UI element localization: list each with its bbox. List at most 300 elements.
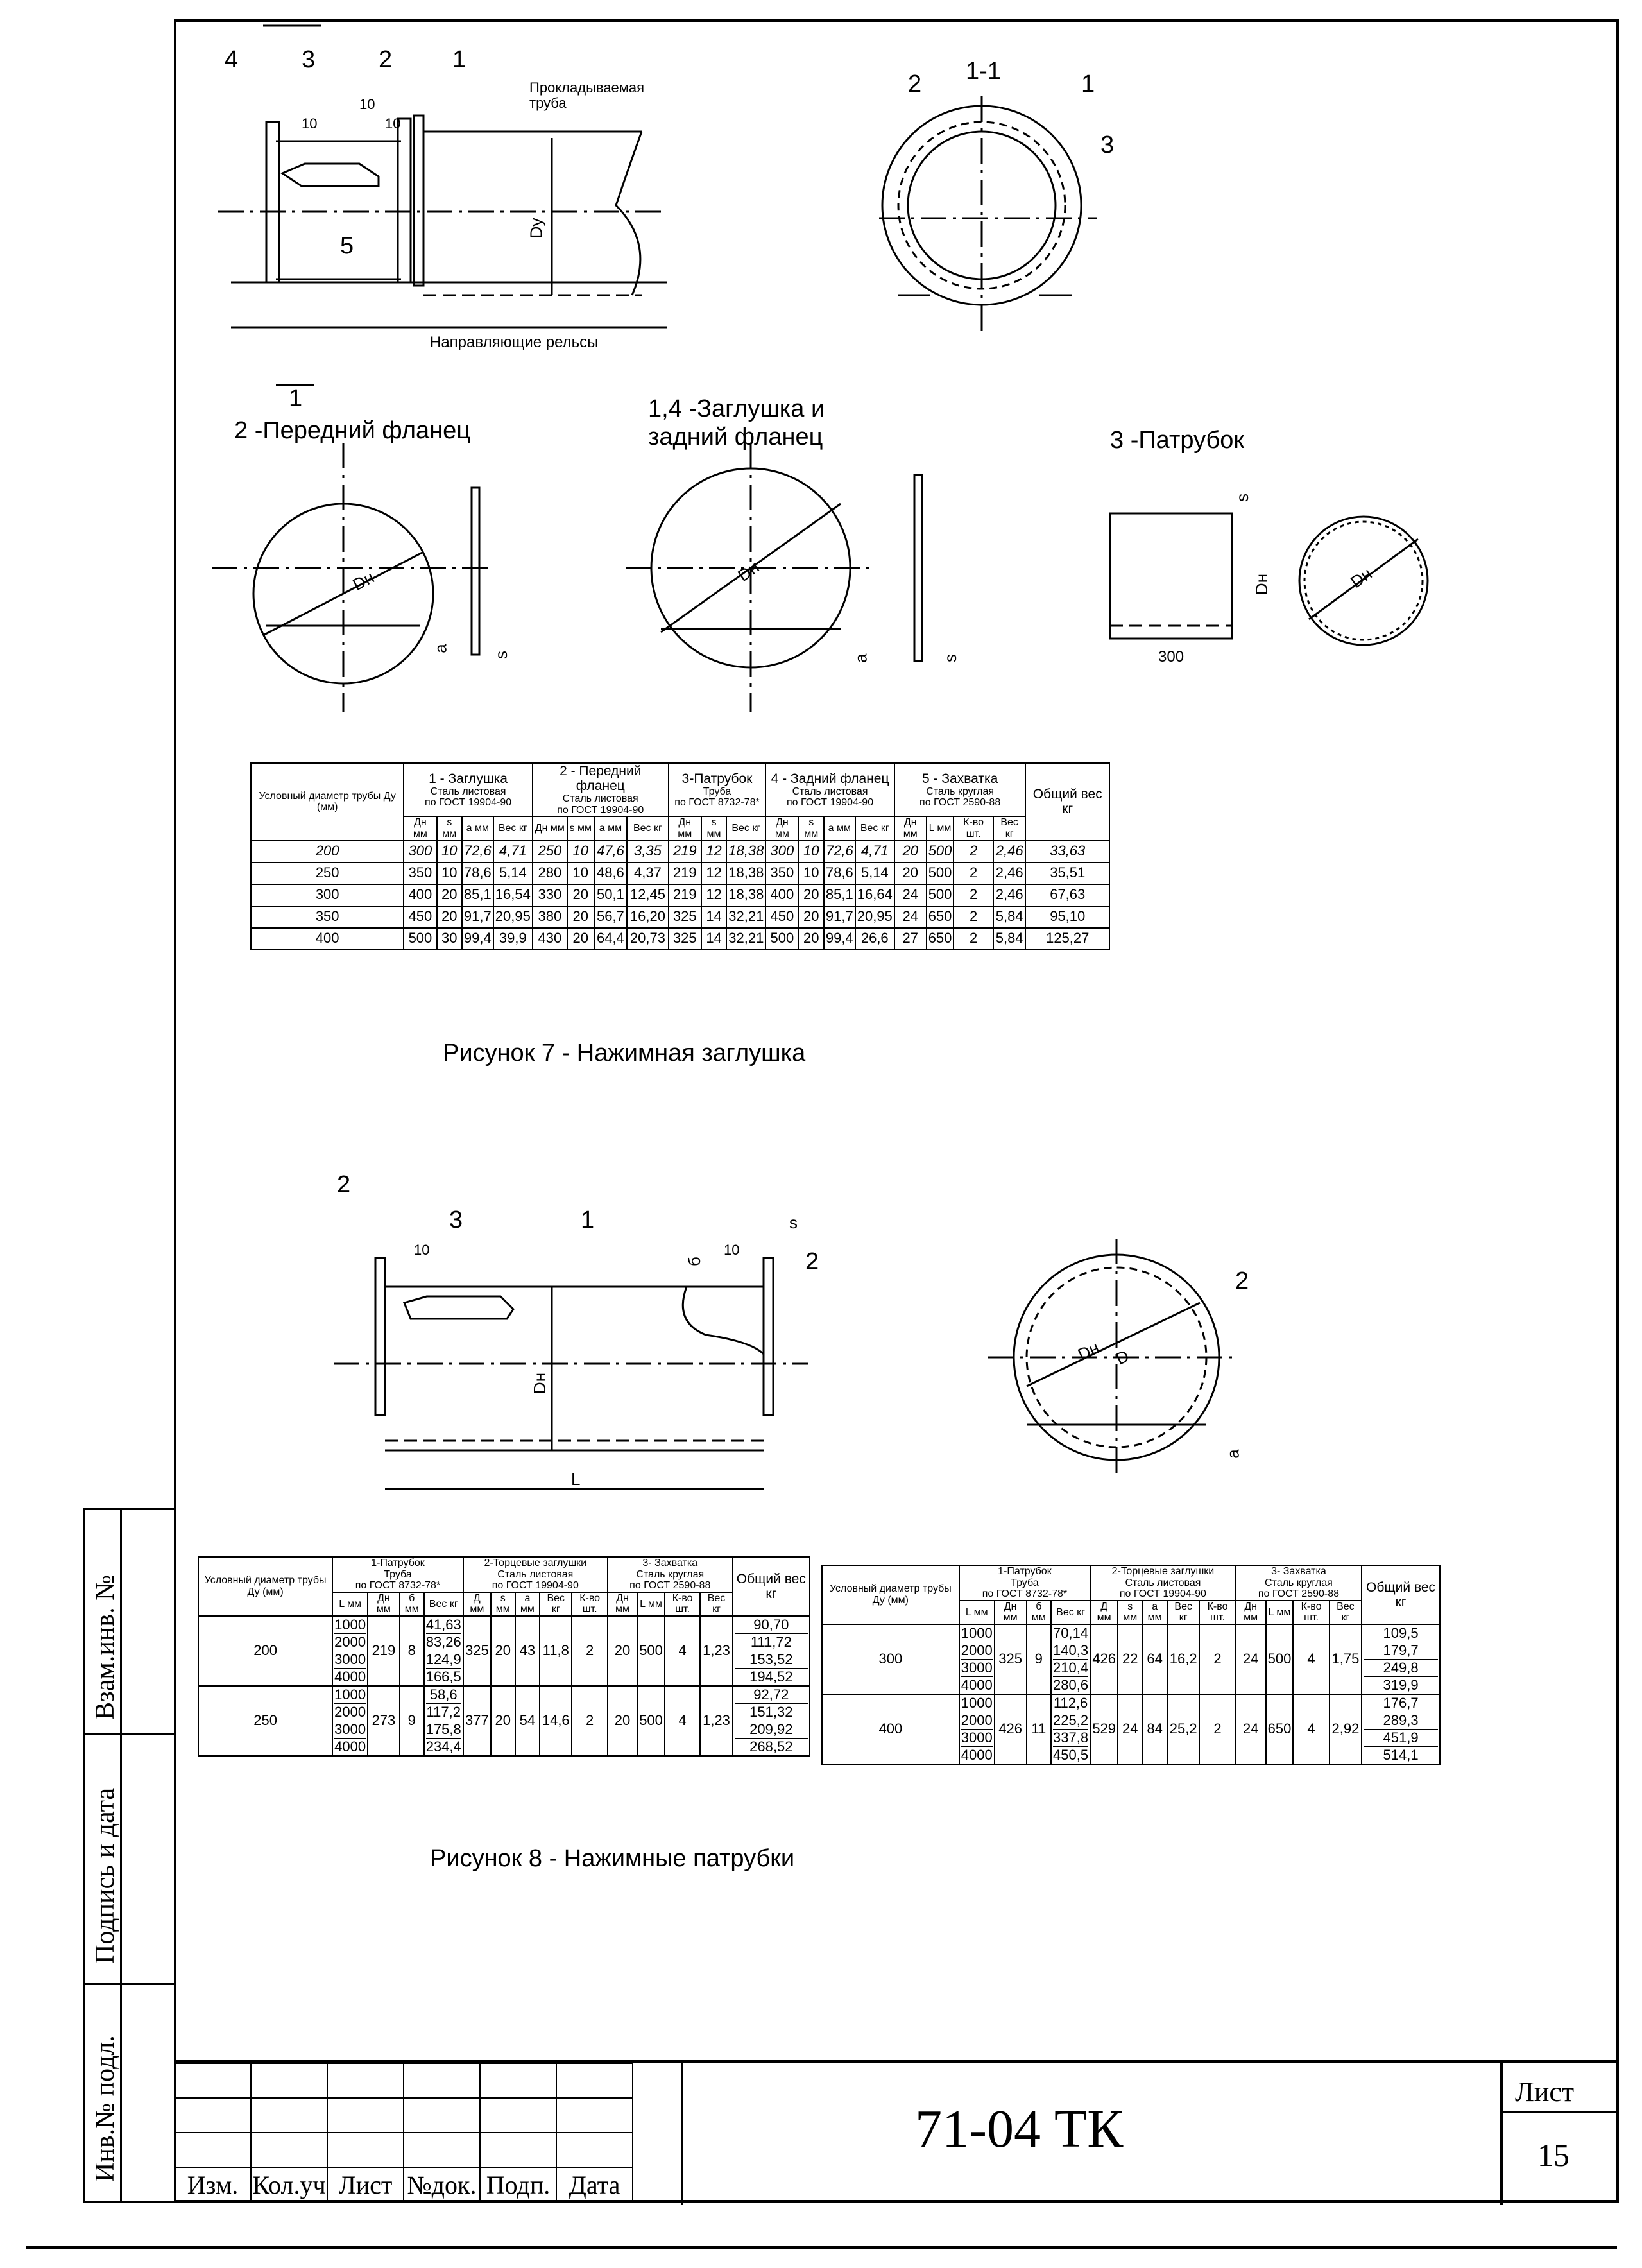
table-cell: 280: [533, 863, 567, 884]
total-cell: [733, 1616, 810, 1686]
table-cell: 18,38: [726, 884, 765, 906]
group-header: [1236, 1565, 1362, 1601]
column-header: L мм: [959, 1601, 995, 1624]
table-cell: 500: [927, 884, 954, 906]
column-header: К-во шт.: [954, 816, 993, 840]
cell-stack: [334, 1617, 366, 1685]
total-cell: [733, 1686, 810, 1756]
table-cell: 32,21: [726, 928, 765, 950]
column-header: Вес кг: [493, 816, 533, 840]
cell-stack: [961, 1695, 993, 1764]
table-cell: 5,14: [493, 863, 533, 884]
inv-label: Инв.№ подл.: [90, 2035, 120, 2182]
stack-value: 140,3: [1053, 1642, 1089, 1658]
group-title: 3-Патрубок: [681, 771, 753, 786]
group-title: 2-Торцевые заглушки: [1111, 1566, 1215, 1577]
callout-4: 4: [225, 46, 239, 73]
fig7-table: [250, 762, 1110, 950]
table-cell: 10: [437, 841, 462, 863]
table-cell: 4: [1293, 1694, 1329, 1764]
header-row: [822, 1565, 1440, 1601]
dy-label: Dy: [526, 218, 546, 239]
table-cell: 426: [995, 1694, 1027, 1764]
table-cell: 219: [368, 1616, 400, 1686]
stack-value: 3000: [961, 1729, 993, 1746]
stamp-cell: [327, 2098, 404, 2133]
table-cell: 2: [954, 841, 993, 863]
table-cell: 16,54: [493, 884, 533, 906]
table-cell: 99,4: [462, 928, 493, 950]
table-cell: 10: [567, 863, 594, 884]
table-cell: 250: [198, 1686, 332, 1756]
group-gost: по ГОСТ 19904-90: [492, 1580, 579, 1592]
weight-cell: [1051, 1624, 1090, 1694]
L-label: L: [571, 1470, 581, 1489]
table-cell: 30: [437, 928, 462, 950]
group-title: 5 - Захватка: [921, 771, 998, 786]
group-header: [959, 1565, 1090, 1601]
table-cell: 47,6: [594, 841, 628, 863]
stack-value: 90,70: [735, 1617, 808, 1634]
stack-value: 4000: [334, 1738, 366, 1755]
column-header: К-во шт.: [1293, 1601, 1329, 1624]
cell-stack: [1364, 1695, 1438, 1764]
header-cond: [251, 763, 404, 841]
stack-value: 4000: [961, 1676, 993, 1693]
header-total: Общий вес кг: [733, 1557, 810, 1616]
stack-value: 209,92: [735, 1721, 808, 1739]
table-row: [198, 1686, 810, 1756]
table-cell: 95,10: [1025, 906, 1109, 928]
callout-1: 1: [452, 46, 466, 73]
table-cell: 2: [954, 863, 993, 884]
column-header: s мм: [701, 816, 726, 840]
sheet-number: 15: [1537, 2137, 1569, 2173]
column-header: L мм: [332, 1592, 368, 1616]
stack-value: 176,7: [1364, 1695, 1438, 1712]
a-label: a: [851, 653, 871, 663]
stack-value: 124,9: [425, 1651, 461, 1667]
table-cell: 20,95: [493, 906, 533, 928]
column-header: Дн мм: [894, 816, 927, 840]
stamp-col-kolvo: Кол.уч: [251, 2167, 327, 2202]
table-cell: 400: [822, 1694, 959, 1764]
group-sub: Труба: [384, 1568, 412, 1580]
table-cell: 5,84: [993, 928, 1026, 950]
sec-callout-2: 2: [908, 71, 922, 98]
a-label: a: [431, 644, 450, 653]
column-header: б мм: [400, 1592, 424, 1616]
group-gost: по ГОСТ 8732-78*: [674, 797, 760, 809]
fig8-table-right: [821, 1565, 1441, 1765]
table-cell: 11,8: [540, 1616, 572, 1686]
callout-2: 2: [379, 46, 393, 73]
column-header: a мм: [515, 1592, 540, 1616]
table-cell: 377: [463, 1686, 491, 1756]
table-cell: 5,14: [855, 863, 894, 884]
table-cell: 5,84: [993, 906, 1026, 928]
table-cell: 400: [765, 884, 798, 906]
table-cell: 450: [404, 906, 436, 928]
stack-value: 2000: [961, 1642, 993, 1658]
table-cell: 9: [1027, 1624, 1052, 1694]
group-sub: Сталь круглая: [1264, 1577, 1333, 1588]
group-header: [894, 763, 1026, 816]
a-label: a: [1223, 1449, 1243, 1459]
group-gost: по ГОСТ 2590-88: [919, 797, 1001, 809]
group-sub: Сталь круглая: [926, 786, 995, 797]
callout-3: 3: [302, 46, 316, 73]
table-cell: 14: [701, 928, 726, 950]
table-cell: 20: [798, 928, 823, 950]
s-label: s: [492, 651, 511, 659]
table-cell: 350: [251, 906, 404, 928]
stamp-cell: [556, 2098, 633, 2133]
table-row: [251, 841, 1109, 863]
stack-value: 153,52: [735, 1651, 808, 1669]
fig8-callout-2b: 2: [805, 1248, 819, 1275]
table-cell: 650: [927, 928, 954, 950]
stack-value: 450,5: [1053, 1746, 1089, 1763]
len-300: 300: [1158, 648, 1184, 666]
column-header: s мм: [798, 816, 823, 840]
table-cell: 400: [251, 928, 404, 950]
table-cell: 24: [1236, 1694, 1266, 1764]
table-cell: 1,75: [1330, 1624, 1362, 1694]
table-cell: 67,63: [1025, 884, 1109, 906]
column-header: Вес кг: [855, 816, 894, 840]
group-gost: по ГОСТ 8732-78*: [355, 1580, 441, 1592]
stamp-cell: [327, 2133, 404, 2167]
table-cell: 16,64: [855, 884, 894, 906]
table-cell: 300: [404, 841, 436, 863]
group-title: 4 - Задний фланец: [771, 771, 889, 786]
table-cell: 219: [669, 884, 701, 906]
table-cell: 20: [798, 884, 823, 906]
table-cell: 350: [765, 863, 798, 884]
stamp-cell: [480, 2063, 556, 2098]
vzam-label: Взам.инв. №: [90, 1574, 120, 1720]
stack-value: 4000: [334, 1668, 366, 1685]
table-cell: 33,63: [1025, 841, 1109, 863]
table-row: [251, 928, 1109, 950]
table-cell: 20,73: [627, 928, 669, 950]
stack-value: 225,2: [1053, 1712, 1089, 1728]
stamp-cell: [556, 2063, 633, 2098]
stack-value: 2000: [334, 1633, 366, 1650]
table-cell: 18,38: [726, 841, 765, 863]
stack-value: 210,4: [1053, 1659, 1089, 1676]
table-cell: 16,2: [1167, 1624, 1199, 1694]
stack-value: 111,72: [735, 1634, 808, 1651]
column-header: Дн мм: [404, 816, 436, 840]
cell-stack: [334, 1687, 366, 1755]
column-header: Дн мм: [669, 816, 701, 840]
plug-title: 1,4 -Заглушка и задний фланец: [648, 395, 825, 451]
table-row: [251, 884, 1109, 906]
dn-label: Dн: [530, 1372, 550, 1395]
table-cell: 20: [894, 863, 927, 884]
table-cell: 99,4: [824, 928, 855, 950]
title-block: [174, 2060, 1619, 2205]
table-row: [822, 1694, 1440, 1764]
table-cell: 54: [515, 1686, 540, 1756]
group-header: [669, 763, 766, 816]
table-cell: 14,6: [540, 1686, 572, 1756]
column-header: s мм: [567, 816, 594, 840]
table-cell: 4,71: [493, 841, 533, 863]
b-label: б: [684, 1257, 704, 1266]
column-header: Вес кг: [726, 816, 765, 840]
table-cell: 2: [954, 906, 993, 928]
table-cell: 2: [1199, 1694, 1235, 1764]
laid-pipe-label: Прокладываемая труба: [529, 80, 645, 111]
column-header: a мм: [1142, 1601, 1167, 1624]
table-cell: 24: [894, 906, 927, 928]
stack-value: 514,1: [1383, 1746, 1419, 1763]
table-cell: 27: [894, 928, 927, 950]
table-row: [251, 863, 1109, 884]
group-gost: по ГОСТ 19904-90: [557, 804, 644, 816]
stack-value: 1000: [334, 1686, 366, 1703]
table-cell: 16,20: [627, 906, 669, 928]
table-cell: 20: [437, 884, 462, 906]
column-header: Д мм: [463, 1592, 491, 1616]
cell-stack: [735, 1617, 808, 1685]
column-header: Вес кг: [627, 816, 669, 840]
stamp-cell: [175, 2063, 251, 2098]
group-sub: Сталь листовая: [562, 793, 638, 805]
group-gost: по ГОСТ 2590-88: [1258, 1588, 1339, 1600]
stack-value: 4000: [961, 1746, 993, 1763]
header-total: Общий вес кг: [1362, 1565, 1440, 1624]
stack-value: 3000: [334, 1721, 366, 1737]
stack-value: 280,6: [1053, 1676, 1089, 1693]
column-header: Дн мм: [533, 816, 567, 840]
stack-value: 1000: [961, 1624, 993, 1641]
group-header: [608, 1557, 733, 1592]
table-cell: 1,23: [700, 1616, 732, 1686]
group-sub: Сталь листовая: [430, 786, 506, 797]
column-header: К-во шт.: [665, 1592, 700, 1616]
length-cell: [959, 1694, 995, 1764]
column-header: L мм: [1266, 1601, 1294, 1624]
stack-value: 166,5: [425, 1668, 461, 1685]
table-cell: 2: [572, 1616, 607, 1686]
table-cell: 12: [701, 884, 726, 906]
table-cell: 4: [665, 1616, 700, 1686]
stamp-cell: [175, 2098, 251, 2133]
table-cell: 500: [1266, 1624, 1294, 1694]
s-label: s: [789, 1213, 798, 1232]
table-cell: 200: [251, 841, 404, 863]
stack-value: 109,5: [1364, 1625, 1438, 1642]
dn-label: Dн: [1075, 1337, 1102, 1364]
cell-stack: [426, 1617, 461, 1685]
stamp-cell: [251, 2098, 327, 2133]
group-gost: по ГОСТ 8732-78*: [982, 1588, 1068, 1600]
stamp-col-data: Дата: [556, 2167, 633, 2202]
podpis-label: Подпись и дата: [90, 1787, 120, 1964]
table-cell: 400: [404, 884, 436, 906]
fig8-table-left: [198, 1556, 810, 1757]
column-header: s мм: [491, 1592, 515, 1616]
table-cell: 650: [1266, 1694, 1294, 1764]
header-row: [198, 1557, 810, 1592]
table-row: [198, 1616, 810, 1686]
stamp-divider: [1500, 2063, 1503, 2205]
stack-value: 319,9: [1383, 1676, 1419, 1693]
column-header: Дн мм: [765, 816, 798, 840]
table-cell: 380: [533, 906, 567, 928]
table-cell: 72,6: [824, 841, 855, 863]
stack-value: 41,63: [425, 1616, 461, 1633]
table-cell: 125,27: [1025, 928, 1109, 950]
table-cell: 43: [515, 1616, 540, 1686]
group-header: [1090, 1565, 1236, 1601]
table-cell: 500: [927, 841, 954, 863]
cell-stack: [1053, 1625, 1088, 1694]
fig8-callout-3: 3: [449, 1207, 463, 1233]
group-gost: по ГОСТ 19904-90: [787, 797, 874, 809]
column-header: Вес кг: [1167, 1601, 1199, 1624]
table-cell: 12: [701, 841, 726, 863]
stack-value: 1000: [334, 1616, 366, 1633]
stack-value: 175,8: [425, 1721, 461, 1737]
table-cell: 10: [437, 863, 462, 884]
stack-value: 70,14: [1053, 1624, 1089, 1641]
fig8-callout-2: 2: [337, 1171, 351, 1198]
table-cell: 24: [894, 884, 927, 906]
table-cell: 50,1: [594, 884, 628, 906]
table-cell: 10: [798, 841, 823, 863]
header-cond: Условный диаметр трубы Ду (мм): [198, 1557, 332, 1616]
stamp-cell: [480, 2098, 556, 2133]
dim-10: 10: [359, 96, 375, 112]
table-cell: 219: [669, 841, 701, 863]
table-cell: 20: [437, 906, 462, 928]
table-cell: 25,2: [1167, 1694, 1199, 1764]
stack-value: 289,3: [1364, 1712, 1438, 1730]
table-cell: 200: [198, 1616, 332, 1686]
group-header: [332, 1557, 463, 1592]
rails-label: Направляющие рельсы: [430, 334, 599, 351]
stack-value: 179,7: [1364, 1642, 1438, 1660]
table-cell: 35,51: [1025, 863, 1109, 884]
stack-value: 151,32: [735, 1704, 808, 1721]
fig8-caption: Рисунок 8 - Нажимные патрубки: [430, 1845, 795, 1872]
table-cell: 325: [463, 1616, 491, 1686]
length-cell: [332, 1616, 368, 1686]
fig8-callout-2c: 2: [1235, 1267, 1249, 1294]
group-title: 1-Патрубок: [998, 1566, 1052, 1577]
stack-value: 58,6: [426, 1687, 461, 1704]
table-cell: 350: [404, 863, 436, 884]
group-title: 2 - Передний фланец: [560, 764, 642, 794]
section-mark: 1: [289, 385, 303, 412]
table-cell: 20: [491, 1686, 515, 1756]
header-total: [1025, 763, 1109, 841]
table-cell: 4,71: [855, 841, 894, 863]
cell-stack: [961, 1625, 993, 1694]
table-cell: 325: [995, 1624, 1027, 1694]
cell-stack: [426, 1687, 461, 1755]
document-code: 71-04 ТК: [915, 2099, 1124, 2159]
cell-stack: [1364, 1625, 1438, 1694]
table-cell: 4: [1293, 1624, 1329, 1694]
front-flange-title: 2 -Передний фланец: [234, 417, 471, 444]
stamp-grid: [174, 2063, 633, 2203]
column-header: L мм: [637, 1592, 665, 1616]
table-row: [251, 906, 1109, 928]
stack-value: 92,72: [735, 1687, 808, 1704]
group-sub: Труба: [1011, 1577, 1039, 1588]
group-title: 1-Патрубок: [371, 1558, 425, 1568]
group-sub: Сталь листовая: [792, 786, 868, 797]
table-cell: 426: [1090, 1624, 1118, 1694]
part5-label: 5: [340, 232, 354, 259]
total-cell: [1362, 1624, 1440, 1694]
stack-value: 451,9: [1364, 1730, 1438, 1747]
table-cell: 85,1: [824, 884, 855, 906]
stamp-col-list: Лист: [327, 2167, 404, 2202]
table-cell: 20: [608, 1616, 637, 1686]
group-title: 3- Захватка: [1271, 1566, 1326, 1577]
stamp-col-podp: Подп.: [480, 2167, 556, 2202]
d-label: D: [1113, 1346, 1133, 1369]
column-header: Вес кг: [993, 816, 1026, 840]
weight-cell: [1051, 1694, 1090, 1764]
group-sub: Сталь листовая: [1125, 1577, 1201, 1588]
table-cell: 273: [368, 1686, 400, 1756]
column-header: К-во шт.: [572, 1592, 607, 1616]
column-header: К-во шт.: [1199, 1601, 1235, 1624]
table-cell: 78,6: [462, 863, 493, 884]
table-cell: 2: [1199, 1624, 1235, 1694]
stack-value: 268,52: [749, 1738, 793, 1755]
table-cell: 24: [1236, 1624, 1266, 1694]
table-cell: 12: [701, 863, 726, 884]
group-title: 1 - Заглушка: [429, 771, 508, 786]
column-header: s мм: [1118, 1601, 1142, 1624]
table-cell: 20: [491, 1616, 515, 1686]
table-cell: 2,46: [993, 841, 1026, 863]
total-cell: [1362, 1694, 1440, 1764]
fig7-caption: Рисунок 7 - Нажимная заглушка: [443, 1040, 806, 1067]
table-cell: 500: [637, 1686, 665, 1756]
table-cell: 11: [1027, 1694, 1052, 1764]
column-header: Д мм: [1090, 1601, 1118, 1624]
stamp-col-ndok: №док.: [404, 2167, 480, 2202]
column-header: Дн мм: [608, 1592, 637, 1616]
table-cell: 529: [1090, 1694, 1118, 1764]
dim-10: 10: [724, 1242, 740, 1258]
dim-10: 10: [385, 116, 401, 132]
stamp-col-izm: Изм.: [175, 2167, 251, 2202]
stamp-cell: [251, 2133, 327, 2167]
stack-value: 1000: [961, 1694, 993, 1711]
table-cell: 500: [637, 1616, 665, 1686]
group-title: 3- Захватка: [642, 1558, 698, 1568]
table-cell: 4,37: [627, 863, 669, 884]
column-header: Вес кг: [540, 1592, 572, 1616]
table-cell: 26,6: [855, 928, 894, 950]
table-cell: 2: [954, 928, 993, 950]
table-cell: 20,95: [855, 906, 894, 928]
dim-10: 10: [414, 1242, 430, 1258]
group-header: [533, 763, 669, 816]
header-total-text: Общий вес кг: [1032, 787, 1102, 817]
